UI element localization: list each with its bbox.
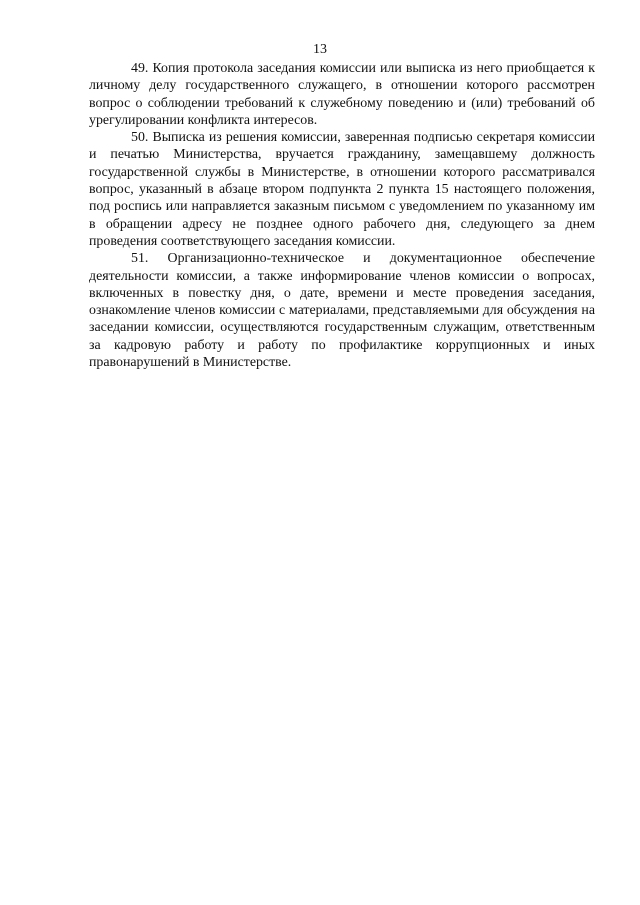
page-number: 13 xyxy=(313,42,327,57)
paragraph-50: 50. Выписка из решения комиссии, заверенная подписью секретаря комиссии и печатью Министерства, вручается гражданину, замещавшему должность государственной службы в Министерстве, в отношении которого рассматривался вопрос, указанный в абзаце втором подпункта 2 пункта 15 настоящего положения, под роспись или направляется заказным письмом с уведомлением по указанному им в обращении адресу не позднее одного рабочего дня, следующего за днем проведения соответствующего заседания комиссии. xyxy=(89,130,595,249)
document-body xyxy=(89,60,595,371)
paragraph-49: 49. Копия протокола заседания комиссии или выписка из него приобщается к личному делу государственного служащего, в отношении которого рассмотрен вопрос о соблюдении требований к служебному поведению и (или) требований об урегулировании конфликта интересов. xyxy=(89,61,595,128)
paragraph-51: 51. Организационно-техническое и документационное обеспечение деятельности комиссии, а также информирование членов комиссии о вопросах, включенных в повестку дня, о дате, времени и месте проведения заседания, ознакомление членов комиссии с материалами, представляемыми для обсуждения на заседании комиссии, осуществляются государственным служащим, ответственным за кадровую работу и работу по профилактике коррупционных и иных правонарушений в Министерстве. xyxy=(89,251,595,371)
